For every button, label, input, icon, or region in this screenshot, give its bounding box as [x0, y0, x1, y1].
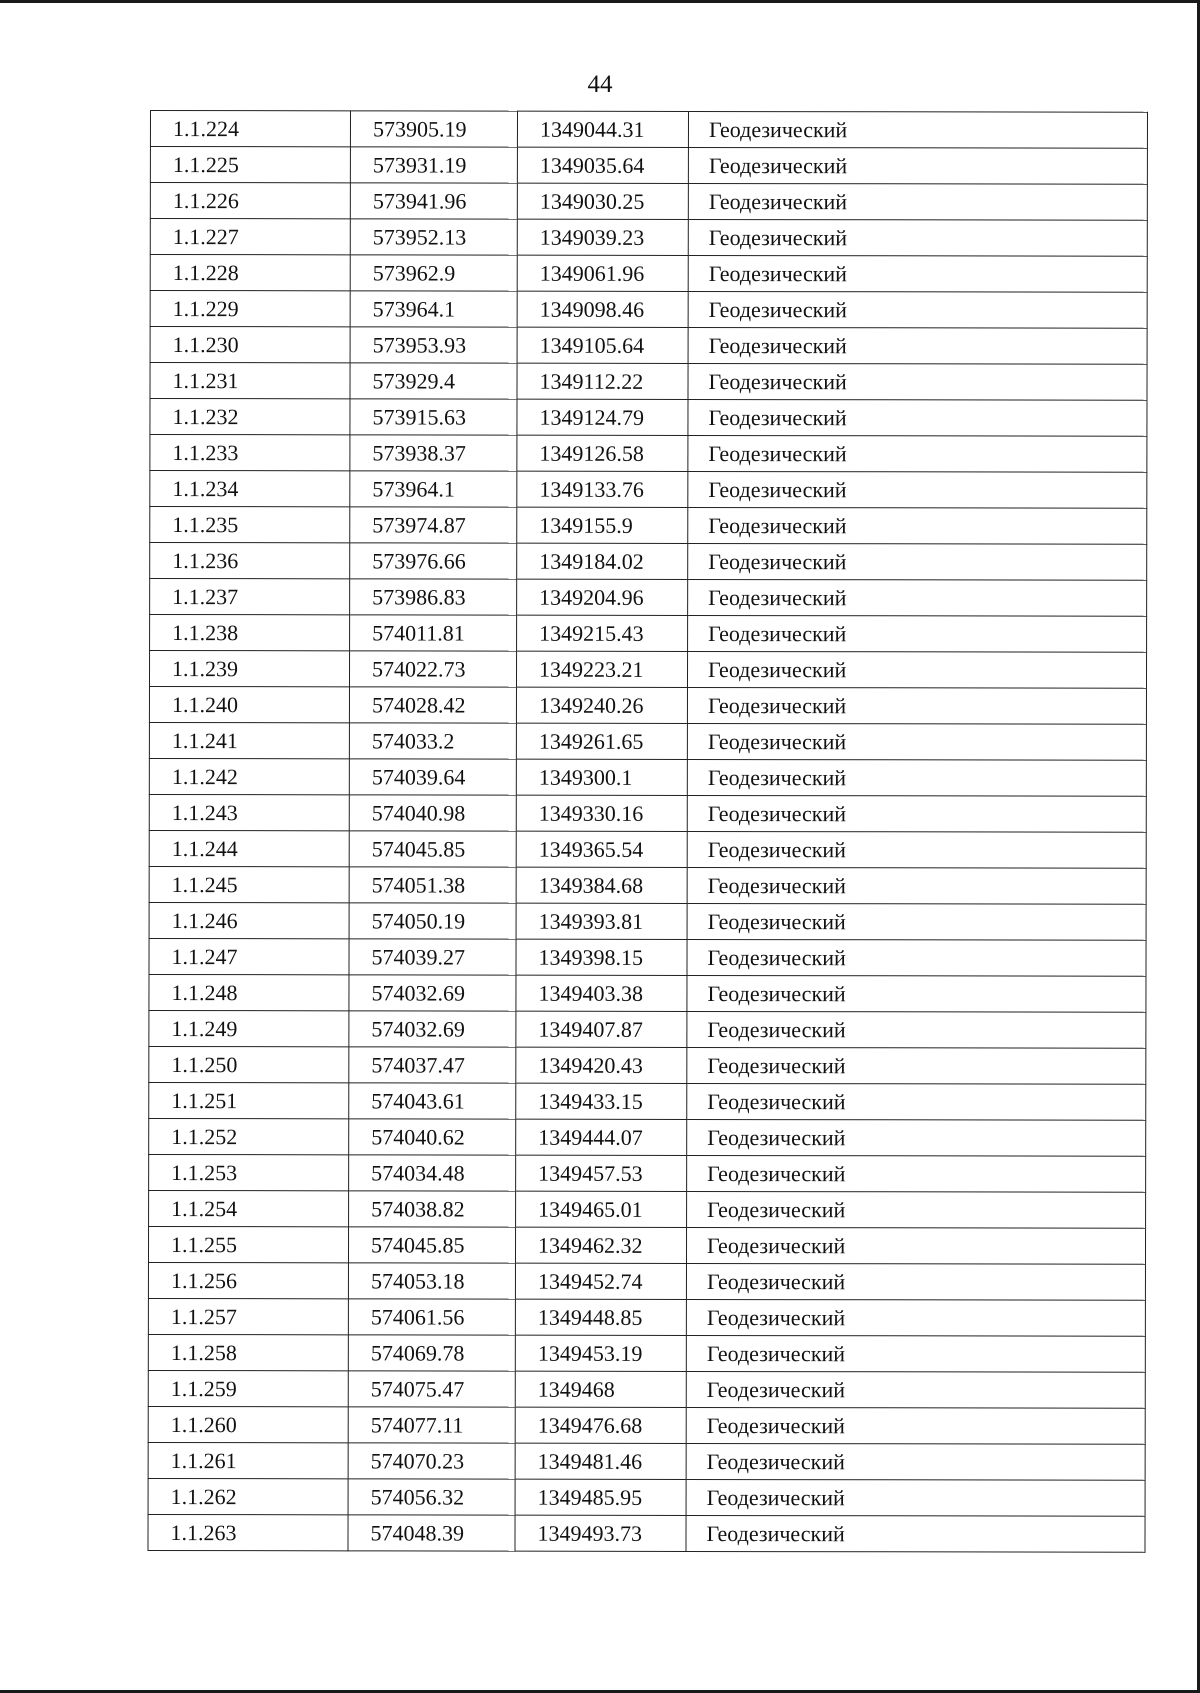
coordinate-y-cell: 1349105.64: [517, 327, 688, 363]
coordinate-y-cell: 1349204.96: [517, 579, 688, 615]
coordinate-x-cell: 574037.47: [349, 1047, 516, 1083]
method-type-cell: Геодезический: [686, 1515, 1145, 1552]
table-row: [149, 758, 1146, 796]
coordinate-x-cell: 574056.32: [348, 1479, 515, 1515]
method-type-cell: Геодезический: [688, 507, 1147, 544]
coordinate-x-cell: 574034.48: [349, 1155, 516, 1191]
table-row: [149, 687, 1146, 725]
coordinate-y-cell: 1349468: [515, 1371, 686, 1407]
coordinate-x-cell: 573986.83: [350, 579, 517, 615]
coordinate-x-cell: 573962.9: [350, 255, 517, 291]
method-type-cell: Геодезический: [686, 1443, 1145, 1480]
coordinate-x-cell: 574045.85: [348, 1227, 515, 1263]
coordinate-x-cell: 573964.1: [350, 291, 517, 327]
method-type-cell: Геодезический: [687, 1119, 1146, 1156]
point-number-cell: 1.1.239: [149, 651, 349, 687]
point-number-cell: 1.1.236: [150, 543, 350, 579]
coordinate-x-cell: 574032.69: [349, 975, 516, 1011]
point-number-cell: 1.1.226: [150, 183, 350, 219]
point-number-cell: 1.1.231: [150, 363, 350, 399]
table-row: [148, 1442, 1145, 1480]
coordinate-x-cell: 573976.66: [350, 543, 517, 579]
method-type-cell: Геодезический: [687, 1191, 1146, 1228]
table-row: [149, 974, 1146, 1012]
coordinate-y-cell: 1349155.9: [517, 507, 688, 543]
table-row: [148, 1226, 1145, 1264]
coordinate-y-cell: 1349476.68: [515, 1407, 686, 1443]
point-number-cell: 1.1.248: [149, 974, 349, 1010]
coordinate-y-cell: 1349261.65: [516, 723, 687, 759]
scan-border-top: [0, 0, 1200, 3]
coordinate-x-cell: 574040.62: [349, 1119, 516, 1155]
point-number-cell: 1.1.249: [149, 1010, 349, 1046]
table-row: [149, 1154, 1146, 1192]
method-type-cell: Геодезический: [687, 867, 1146, 904]
method-type-cell: Геодезический: [688, 615, 1147, 652]
table-row: [150, 471, 1147, 509]
table-row: [149, 1046, 1146, 1084]
table-row: [148, 1370, 1145, 1408]
method-type-cell: Геодезический: [687, 651, 1146, 688]
coordinate-x-cell: 574040.98: [349, 795, 516, 831]
point-number-cell: 1.1.234: [150, 471, 350, 507]
method-type-cell: Геодезический: [686, 1299, 1145, 1336]
coordinate-y-cell: 1349300.1: [516, 759, 687, 795]
coordinate-y-cell: 1349035.64: [517, 147, 688, 183]
point-number-cell: 1.1.227: [150, 219, 350, 255]
method-type-cell: Геодезический: [687, 903, 1146, 940]
table-row: [150, 111, 1147, 149]
method-type-cell: Геодезический: [688, 255, 1147, 292]
point-number-cell: 1.1.238: [150, 615, 350, 651]
method-type-cell: Геодезический: [687, 1155, 1146, 1192]
coordinate-x-cell: 573953.93: [350, 327, 517, 363]
coordinate-x-cell: 573915.63: [350, 399, 517, 435]
point-number-cell: 1.1.240: [149, 687, 349, 723]
point-number-cell: 1.1.259: [148, 1370, 348, 1406]
method-type-cell: Геодезический: [687, 939, 1146, 976]
point-number-cell: 1.1.256: [148, 1262, 348, 1298]
method-type-cell: Геодезический: [687, 687, 1146, 724]
method-type-cell: Геодезический: [688, 399, 1147, 436]
point-number-cell: 1.1.242: [149, 758, 349, 794]
table-row: [149, 722, 1146, 760]
table-row: [150, 435, 1147, 473]
table-row: [148, 1514, 1145, 1552]
point-number-cell: 1.1.253: [149, 1154, 349, 1190]
method-type-cell: Геодезический: [688, 435, 1147, 472]
table-row: [150, 219, 1147, 257]
coordinate-x-cell: 574048.39: [348, 1515, 515, 1551]
method-type-cell: Геодезический: [688, 183, 1147, 220]
coordinate-x-cell: 574022.73: [349, 651, 516, 687]
coordinate-y-cell: 1349398.15: [516, 939, 687, 975]
coordinate-x-cell: 574038.82: [349, 1191, 516, 1227]
method-type-cell: Геодезический: [688, 111, 1147, 148]
point-number-cell: 1.1.251: [149, 1082, 349, 1118]
table-row: [150, 399, 1147, 437]
coordinate-y-cell: 1349240.26: [516, 687, 687, 723]
coordinate-y-cell: 1349126.58: [517, 435, 688, 471]
point-number-cell: 1.1.228: [150, 255, 350, 291]
method-type-cell: Геодезический: [688, 219, 1147, 256]
coordinate-x-cell: 574075.47: [348, 1371, 515, 1407]
point-number-cell: 1.1.255: [148, 1226, 348, 1262]
coordinate-y-cell: 1349485.95: [515, 1479, 686, 1515]
coordinate-x-cell: 573952.13: [350, 219, 517, 255]
method-type-cell: Геодезический: [686, 1371, 1145, 1408]
coordinate-y-cell: 1349453.19: [515, 1335, 686, 1371]
table-row: [149, 938, 1146, 976]
coordinate-x-cell: 573929.4: [350, 363, 517, 399]
method-type-cell: Геодезический: [688, 579, 1147, 616]
table-row: [148, 1478, 1145, 1516]
coordinate-x-cell: 573905.19: [350, 111, 517, 147]
method-type-cell: Геодезический: [687, 795, 1146, 832]
coordinate-x-cell: 574028.42: [349, 687, 516, 723]
table-row: [148, 1406, 1145, 1444]
coordinate-x-cell: 574069.78: [348, 1335, 515, 1371]
coordinate-y-cell: 1349403.38: [516, 975, 687, 1011]
coordinate-x-cell: 574077.11: [348, 1407, 515, 1443]
coordinate-x-cell: 573938.37: [350, 435, 517, 471]
method-type-cell: Геодезический: [686, 1407, 1145, 1444]
table-row: [149, 830, 1146, 868]
coordinate-y-cell: 1349030.25: [517, 183, 688, 219]
table-row: [150, 507, 1147, 545]
coordinate-y-cell: 1349365.54: [516, 831, 687, 867]
coordinate-x-cell: 574061.56: [348, 1299, 515, 1335]
coordinate-x-cell: 574051.38: [349, 867, 516, 903]
page-number: 44: [587, 71, 613, 98]
method-type-cell: Геодезический: [688, 363, 1147, 400]
method-type-cell: Геодезический: [687, 831, 1146, 868]
table-row: [149, 794, 1146, 832]
coordinate-y-cell: 1349330.16: [516, 795, 687, 831]
point-number-cell: 1.1.261: [148, 1442, 348, 1478]
method-type-cell: Геодезический: [688, 147, 1147, 184]
table-row: [149, 651, 1146, 689]
coordinate-y-cell: 1349112.22: [517, 363, 688, 399]
coordinate-x-cell: 574053.18: [348, 1263, 515, 1299]
coordinate-x-cell: 574045.85: [349, 831, 516, 867]
point-number-cell: 1.1.260: [148, 1406, 348, 1442]
point-number-cell: 1.1.250: [149, 1046, 349, 1082]
coordinate-x-cell: 573941.96: [350, 183, 517, 219]
method-type-cell: Геодезический: [687, 759, 1146, 796]
coordinate-y-cell: 1349384.68: [516, 867, 687, 903]
method-type-cell: Геодезический: [686, 1479, 1145, 1516]
point-number-cell: 1.1.247: [149, 938, 349, 974]
table-row: [148, 1334, 1145, 1372]
table-row: [149, 1190, 1146, 1228]
coordinate-y-cell: 1349393.81: [516, 903, 687, 939]
coordinate-y-cell: 1349098.46: [517, 291, 688, 327]
coordinate-y-cell: 1349133.76: [517, 471, 688, 507]
point-number-cell: 1.1.246: [149, 902, 349, 938]
table-row: [149, 1010, 1146, 1048]
table-row: [150, 363, 1147, 401]
point-number-cell: 1.1.230: [150, 327, 350, 363]
coordinate-x-cell: 573931.19: [350, 147, 517, 183]
coordinate-y-cell: 1349481.46: [515, 1443, 686, 1479]
coordinate-x-cell: 574050.19: [349, 903, 516, 939]
point-number-cell: 1.1.225: [150, 147, 350, 183]
coordinates-table-body: [148, 111, 1148, 1553]
method-type-cell: Геодезический: [688, 543, 1147, 580]
coordinate-y-cell: 1349457.53: [516, 1155, 687, 1191]
method-type-cell: Геодезический: [686, 1227, 1145, 1264]
table-row: [150, 327, 1147, 365]
point-number-cell: 1.1.244: [149, 830, 349, 866]
method-type-cell: Геодезический: [686, 1335, 1145, 1372]
coordinate-y-cell: 1349452.74: [515, 1263, 686, 1299]
coordinate-x-cell: 573974.87: [350, 507, 517, 543]
point-number-cell: 1.1.262: [148, 1478, 348, 1514]
point-number-cell: 1.1.243: [149, 794, 349, 830]
coordinate-x-cell: 574032.69: [349, 1011, 516, 1047]
table-row: [148, 1298, 1145, 1336]
point-number-cell: 1.1.245: [149, 866, 349, 902]
coordinate-y-cell: 1349215.43: [517, 615, 688, 651]
coordinate-y-cell: 1349462.32: [515, 1227, 686, 1263]
method-type-cell: Геодезический: [688, 471, 1147, 508]
coordinate-y-cell: 1349223.21: [516, 651, 687, 687]
coordinate-x-cell: 574039.64: [349, 759, 516, 795]
coordinate-x-cell: 574070.23: [348, 1443, 515, 1479]
coordinate-x-cell: 574043.61: [349, 1083, 516, 1119]
method-type-cell: Геодезический: [687, 723, 1146, 760]
coordinate-y-cell: 1349044.31: [517, 111, 688, 147]
method-type-cell: Геодезический: [686, 1263, 1145, 1300]
point-number-cell: 1.1.232: [150, 399, 350, 435]
table-row: [149, 902, 1146, 940]
coordinate-y-cell: 1349448.85: [515, 1299, 686, 1335]
coordinate-x-cell: 574039.27: [349, 939, 516, 975]
table-row: [150, 543, 1147, 581]
point-number-cell: 1.1.263: [148, 1514, 348, 1550]
method-type-cell: Геодезический: [688, 291, 1147, 328]
point-number-cell: 1.1.252: [149, 1118, 349, 1154]
point-number-cell: 1.1.237: [150, 579, 350, 615]
coordinate-y-cell: 1349061.96: [517, 255, 688, 291]
point-number-cell: 1.1.254: [149, 1190, 349, 1226]
method-type-cell: Геодезический: [687, 975, 1146, 1012]
table-row: [150, 579, 1147, 617]
coordinate-y-cell: 1349407.87: [516, 1011, 687, 1047]
coordinate-x-cell: 574011.81: [350, 615, 517, 651]
coordinate-y-cell: 1349124.79: [517, 399, 688, 435]
table-row: [150, 291, 1147, 329]
table-row: [149, 1118, 1146, 1156]
coordinate-y-cell: 1349465.01: [516, 1191, 687, 1227]
point-number-cell: 1.1.258: [148, 1334, 348, 1370]
point-number-cell: 1.1.241: [149, 722, 349, 758]
table-row: [150, 615, 1147, 653]
point-number-cell: 1.1.224: [150, 111, 350, 147]
point-number-cell: 1.1.233: [150, 435, 350, 471]
coordinate-y-cell: 1349493.73: [515, 1515, 686, 1551]
coordinate-y-cell: 1349184.02: [517, 543, 688, 579]
coordinate-x-cell: 573964.1: [350, 471, 517, 507]
method-type-cell: Геодезический: [688, 327, 1147, 364]
coordinate-y-cell: 1349433.15: [516, 1083, 687, 1119]
point-number-cell: 1.1.229: [150, 291, 350, 327]
table-row: [148, 1262, 1145, 1300]
method-type-cell: Геодезический: [687, 1047, 1146, 1084]
table-row: [150, 147, 1147, 185]
method-type-cell: Геодезический: [687, 1011, 1146, 1048]
table-row: [150, 255, 1147, 293]
coordinate-y-cell: 1349420.43: [516, 1047, 687, 1083]
table-row: [149, 866, 1146, 904]
method-type-cell: Геодезический: [687, 1083, 1146, 1120]
point-number-cell: 1.1.235: [150, 507, 350, 543]
coordinate-x-cell: 574033.2: [349, 723, 516, 759]
coordinate-y-cell: 1349039.23: [517, 219, 688, 255]
table-row: [149, 1082, 1146, 1120]
point-number-cell: 1.1.257: [148, 1298, 348, 1334]
coordinate-y-cell: 1349444.07: [516, 1119, 687, 1155]
table-row: [150, 183, 1147, 221]
coordinates-table: [147, 110, 1148, 1553]
